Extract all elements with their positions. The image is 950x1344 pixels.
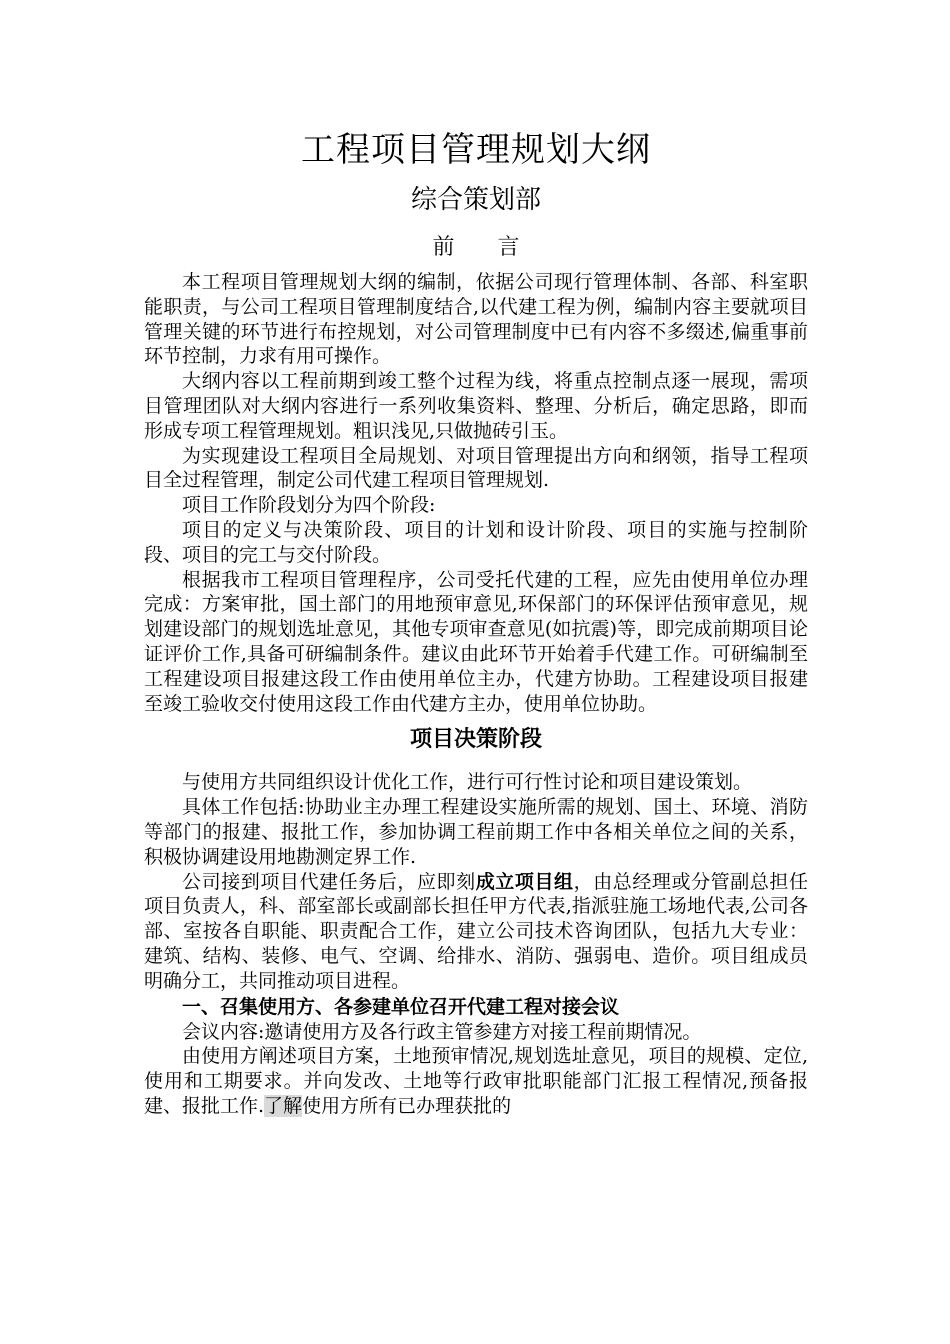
highlighted-text: 了解 bbox=[264, 1094, 303, 1117]
bold-phrase: 成立项目组 bbox=[475, 870, 574, 893]
paragraph-text: 使用方所有已办理获批的 bbox=[302, 1094, 512, 1117]
section-heading: 项目决策阶段 bbox=[409, 726, 542, 753]
section-paragraph: 与使用方共同组织设计优化工作，进行可行性讨论和项目建设策划。 bbox=[182, 771, 753, 794]
intro-paragraph: 项目工作阶段划分为四个阶段: bbox=[182, 494, 436, 517]
preface-heading: 前 言 bbox=[432, 235, 538, 260]
intro-paragraph: 大纲内容以工程前期到竣工整个过程为线，将重点控制点逐一展现，需项目管理团队对大纲内容进行一系列收集资料、整理、分析后，确定思路，即而形成专项工程管理规划。粗识浅见,只做抛砖引玉。 bbox=[144, 370, 808, 442]
section-paragraph: 具体工作包括:协助业主办理工程建设实施所需的规划、国土、环境、消防等部门的报建、报批工作，参加协调工程前期工作中各相关单位之间的关系，积极协调建设用地勘测定界工作. bbox=[144, 796, 808, 868]
intro-paragraph: 为实现建设工程项目全局规划、对项目管理提出方向和纲领，指导工程项目全过程管理，制定公司代建工程项目管理规划. bbox=[144, 444, 808, 492]
paragraph-text: 公司接到项目代建任务后，应即刻 bbox=[182, 870, 476, 893]
document-page bbox=[144, 128, 808, 1119]
intro-paragraph: 根据我市工程项目管理程序，公司受托代建的工程，应先由使用单位办理完成：方案审批，国土部门的用地预审意见,环保部门的环保评估预审意见，规划建设部门的规划选址意见，其他专项审查意见(如抗震)等，即完成前期项目论证评价工作,具备可研编制条件。建议由此环节开始着手代建工作。可研编制至工程建设项目报建这段工作由使用单位主办，代建方协助。工程建设项目报建至竣工验收交付使用这段工作由代建方主办，使用单位协助。 bbox=[144, 568, 808, 715]
intro-paragraph: 本工程项目管理规划大纲的编制，依据公司现行管理体制、各部、科室职能职责，与公司工程项目管理制度结合,以代建工程为例，编制内容主要就项目管理关键的环节进行布控规划，对公司管理制度中已有内容不多缀述,偏重事前环节控制，力求有用可操作。 bbox=[144, 271, 808, 368]
intro-paragraph: 项目的定义与决策阶段、项目的计划和设计阶段、项目的实施与控制阶段、项目的完工与交付阶段。 bbox=[144, 518, 808, 566]
document-subtitle: 综合策划部 bbox=[410, 185, 541, 215]
subsection-heading: 一、召集使用方、各参建单位召开代建工程对接会议 bbox=[182, 995, 620, 1018]
section-paragraph bbox=[144, 870, 808, 994]
paragraph-text: ，由总经理或分管副总担任项目负责人，科、部室部长或副部长担任甲方代表,指派驻施工场地代表,公司各部、室按各自职能、职责配合工作，建立公司技术咨询团队，包括九大专业：建筑、结构、装修、电气、空调、给排水、消防、强弱电、造价。项目组成员明确分工，共同推动项目进程。 bbox=[144, 870, 808, 992]
document-title: 工程项目管理规划大纲 bbox=[301, 130, 651, 170]
section-paragraph bbox=[144, 1044, 808, 1118]
section-paragraph: 会议内容:邀请使用方及各行政主管参建方对接工程前期情况。 bbox=[182, 1020, 702, 1043]
paragraph-text: 由使用方阐述项目方案，土地预审情况,规划选址意见，项目的规模、定位,使用和工期要求。并向发改、土地等行政审批职能部门汇报工程情况,预备报建、报批工作. bbox=[144, 1045, 808, 1117]
